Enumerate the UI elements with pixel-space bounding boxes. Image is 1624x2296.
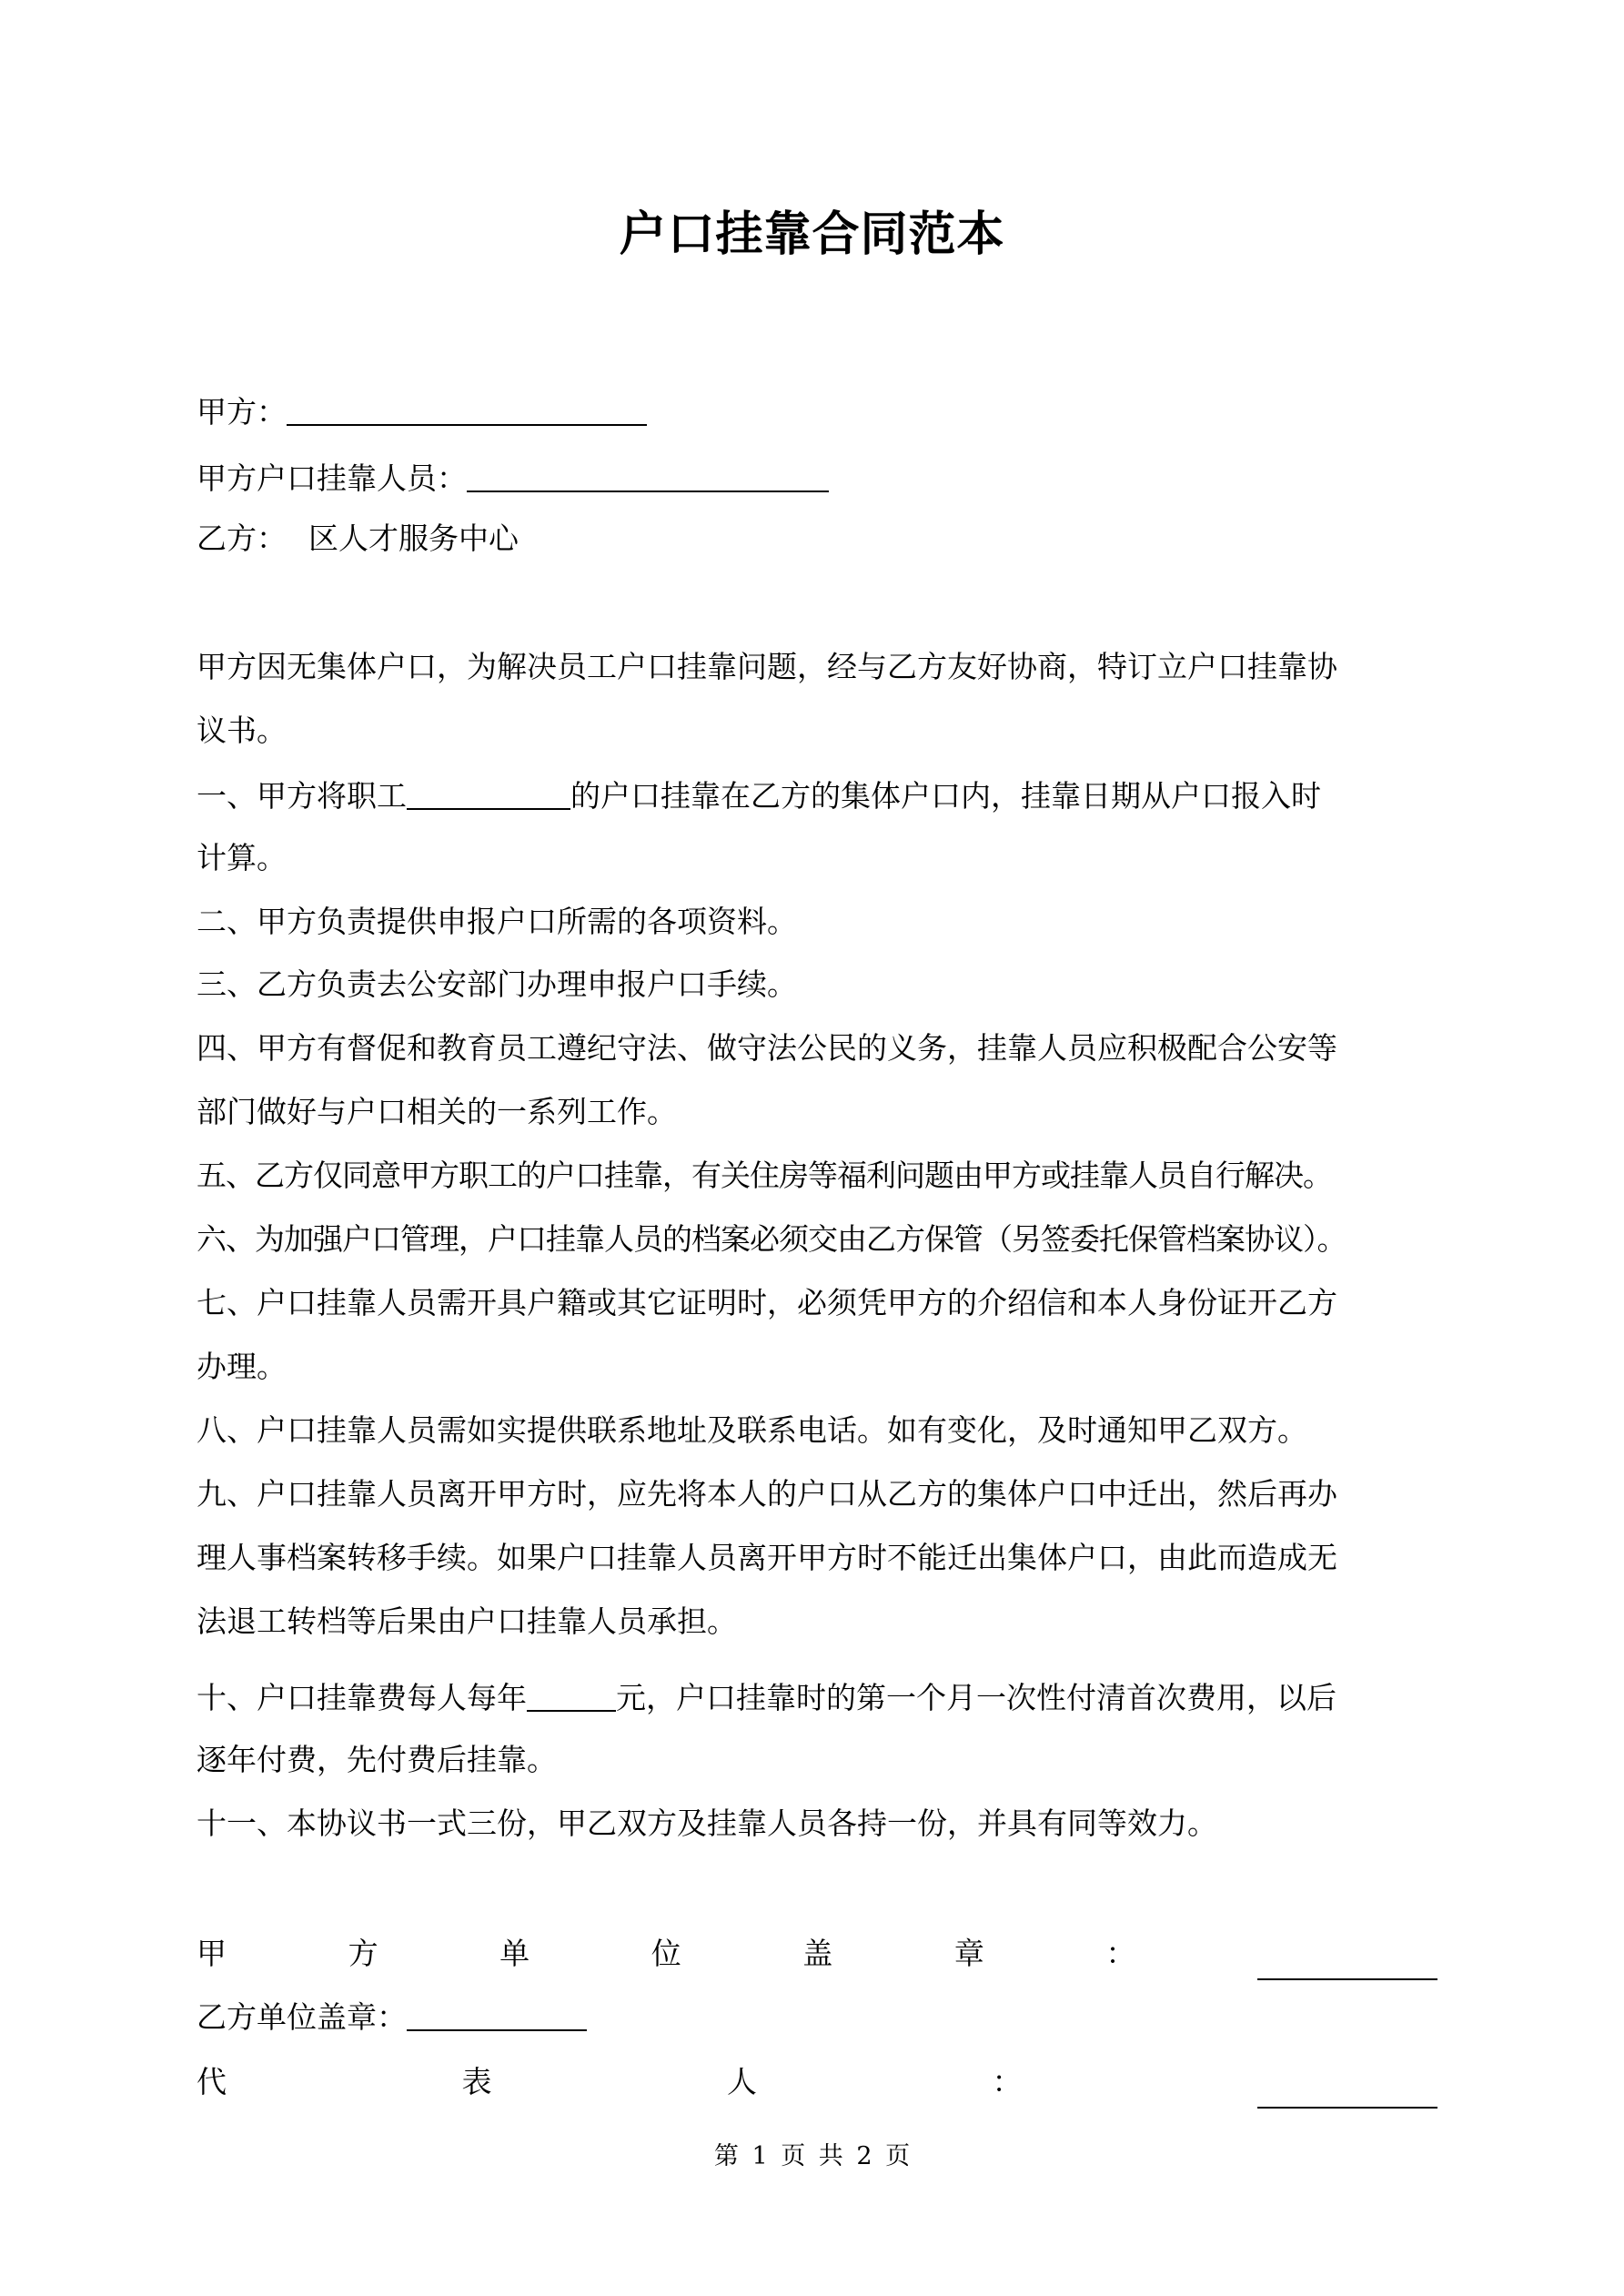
intro-line-1: 甲方因无集体户口，为解决员工户口挂靠问题，经与乙方友好协商，特订立户口挂靠协 (197, 649, 1337, 684)
clause-9-line-3: 法退工转档等后果由户口挂靠人员承担。 (197, 1603, 737, 1639)
party-b-label: 乙方： (197, 521, 287, 556)
representative-char: 代 (197, 2064, 227, 2099)
clause-1-line-2: 计算。 (197, 840, 287, 875)
clause-6: 六、为加强户口管理，户口挂靠人员的档案必须交由乙方保管（另签委托保管档案协议）。 (197, 1221, 1347, 1257)
clause-10-line-1 (197, 1674, 1437, 1721)
clause-4-line-1: 四、甲方有督促和教育员工遵纪守法、做守法公民的义务，挂靠人员应积极配合公安等 (197, 1030, 1337, 1066)
seal-char: 盖 (802, 1936, 833, 1971)
page-title: 户口挂靠合同范本 (619, 207, 1005, 262)
representative-char: ： (992, 2064, 1023, 2099)
page-indicator: 第 1 页 共 2 页 (713, 2142, 911, 2170)
clause-11: 十一、本协议书一式三份，甲乙双方及挂靠人员各持一份，并具有同等效力。 (197, 1805, 1217, 1841)
party-a-person-line (197, 454, 1437, 501)
clause-10-blank (527, 1677, 616, 1712)
clause-2: 二、甲方负责提供申报户口所需的各项资料。 (197, 904, 797, 939)
clause-1-line-1 (197, 772, 1437, 819)
clause-10-suffix: 元，户口挂靠时的第一个月一次性付清首次费用，以后 (616, 1680, 1337, 1715)
seal-char: ： (1105, 1936, 1136, 1971)
party-b-seal-blank (407, 1997, 587, 2031)
clause-1-blank (407, 775, 570, 810)
party-a-seal-line (197, 1931, 1437, 1977)
party-a-person-blank (467, 458, 829, 492)
seal-char: 章 (953, 1936, 984, 1971)
clause-4-line-2: 部门做好与户口相关的一系列工作。 (197, 1094, 677, 1129)
representative-char: 表 (461, 2064, 492, 2099)
clause-7-line-2: 办理。 (197, 1349, 287, 1384)
seal-char: 方 (348, 1936, 378, 1971)
party-a-blank (287, 391, 647, 426)
intro-line-2: 议书。 (197, 713, 287, 748)
seal-char: 单 (499, 1936, 530, 1971)
clause-9-line-2: 理人事档案转移手续。如果户口挂靠人员离开甲方时不能迁出集体户口，由此而造成无 (197, 1540, 1337, 1575)
party-b-line (197, 516, 1437, 561)
seal-char: 甲 (197, 1936, 227, 1971)
party-a-person-label: 甲方户口挂靠人员： (197, 460, 467, 496)
clause-1-suffix: 的户口挂靠在乙方的集体户口内，挂靠日期从户口报入时 (570, 778, 1321, 814)
party-b-seal-line (197, 1993, 1437, 2040)
party-b-value: 区人才服务中心 (308, 521, 519, 556)
clause-10-prefix: 十、户口挂靠费每人每年 (197, 1680, 527, 1715)
clause-10-line-2: 逐年付费，先付费后挂靠。 (197, 1742, 557, 1777)
party-a-label: 甲方： (197, 394, 287, 430)
party-a-line (197, 388, 1437, 435)
representative-line (197, 2059, 1437, 2105)
party-b-seal-label: 乙方单位盖章： (197, 1999, 407, 2035)
seal-char: 位 (651, 1936, 681, 1971)
clause-9-line-1: 九、户口挂靠人员离开甲方时，应先将本人的户口从乙方的集体户口中迁出，然后再办 (197, 1476, 1337, 1512)
clause-7-line-1: 七、户口挂靠人员需开具户籍或其它证明时，必须凭甲方的介绍信和本人身份证开乙方 (197, 1285, 1337, 1320)
party-a-seal-blank (1257, 1946, 1437, 1980)
clause-5: 五、乙方仅同意甲方职工的户口挂靠，有关住房等福利问题由甲方或挂靠人员自行解决。 (197, 1158, 1332, 1193)
clause-3: 三、乙方负责去公安部门办理申报户口手续。 (197, 966, 797, 1002)
clause-8: 八、户口挂靠人员需如实提供联系地址及联系电话。如有变化，及时通知甲乙双方。 (197, 1412, 1307, 1448)
representative-blank (1257, 2074, 1437, 2109)
representative-char: 人 (727, 2064, 757, 2099)
clause-1-prefix: 一、甲方将职工 (197, 778, 407, 814)
